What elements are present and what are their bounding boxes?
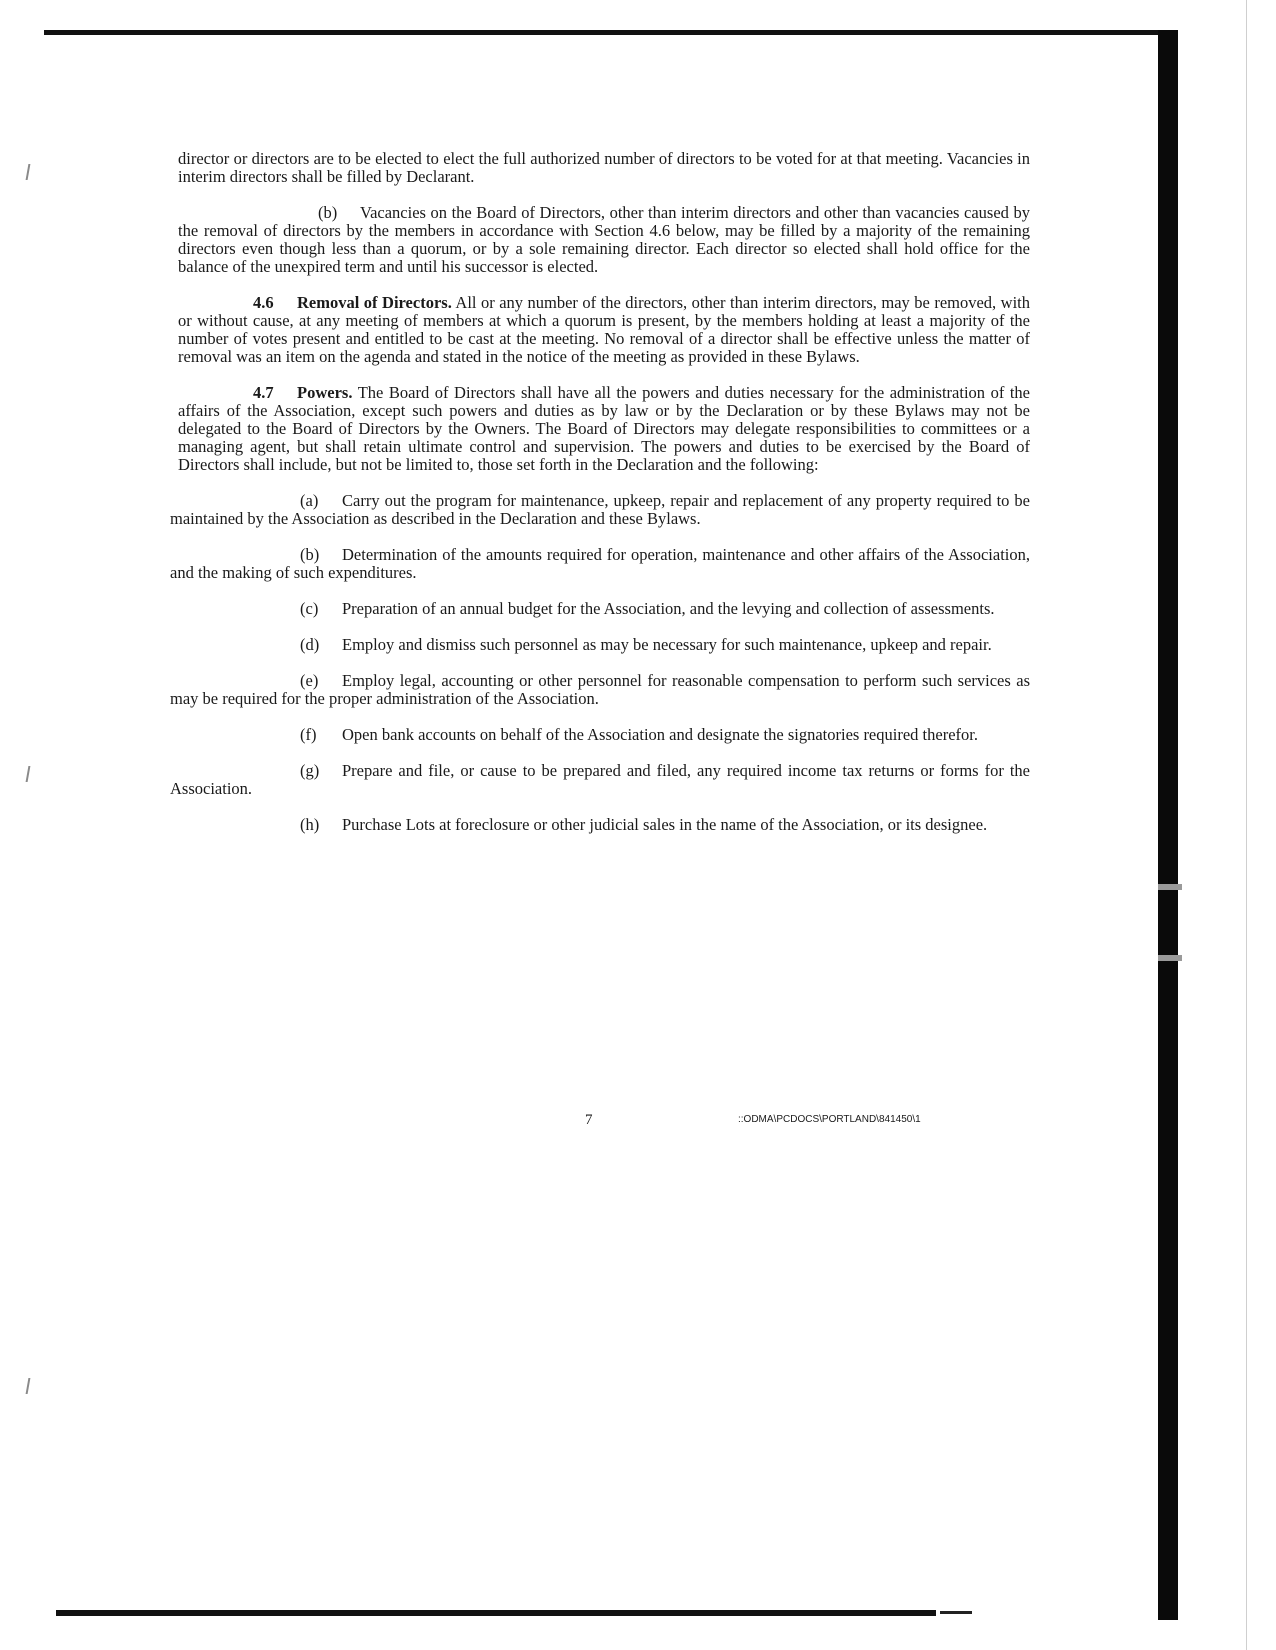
- list-item-text: Preparation of an annual budget for the Association, and the levying and collection of assessments.: [342, 599, 995, 618]
- list-item-label: (b): [300, 545, 320, 564]
- section-text: All or any number of the directors, other than interim directors, may be removed, with or without cause, at any meeting of members at which a quorum is present, by the members holding at least a majority of the number of votes present and entitled to be cast at the meeting. No removal of a director shall be effective unless the matter of removal was an item on the agenda and stated in the notice of the meeting as provided in these Bylaws.: [178, 293, 1030, 366]
- document-path: ::ODMA\PCDOCS\PORTLAND\841450\1: [738, 1114, 921, 1125]
- scan-artifact-mark: [26, 164, 31, 180]
- list-item-text: Determination of the amounts required for operation, maintenance and other affairs of the Association, and the making of such expenditures.: [170, 545, 1030, 582]
- section-number: 4.7: [253, 383, 274, 402]
- section-4-7: [178, 384, 1030, 474]
- scan-border-right: [1158, 30, 1178, 1620]
- list-item-text: Employ legal, accounting or other personnel for reasonable compensation to perform such services as may be required for the proper administration of the Association.: [170, 671, 1030, 708]
- section-text: The Board of Directors shall have all the powers and duties necessary for the administration of the affairs of the Association, except such powers and duties as by law or by the Declaration or by these Bylaws may not be delegated to the Board of Directors by the Owners. The Board of Directors may delegate responsibilities to committees or a managing agent, but shall retain ultimate control and supervision. The powers and duties to be exercised by the Board of Directors shall include, but not be limited to, those set forth in the Declaration and the following:: [178, 383, 1031, 474]
- scan-border-top: [44, 30, 1176, 35]
- scan-border-bottom-dash: [940, 1611, 972, 1614]
- subsection-b-vacancies: [178, 204, 1030, 276]
- list-item: [170, 492, 1030, 528]
- section-number: 4.6: [253, 293, 274, 312]
- list-item-label: (d): [300, 635, 320, 654]
- scan-artifact-mark: [26, 766, 31, 782]
- list-item-label: (e): [300, 671, 319, 690]
- list-item: [170, 636, 1030, 654]
- list-item-text: Prepare and file, or cause to be prepared and filed, any required income tax returns or forms for the Association.: [170, 761, 1030, 798]
- subsection-label: (b): [318, 203, 338, 222]
- list-item-text: Open bank accounts on behalf of the Association and designate the signatories required therefor.: [342, 725, 978, 744]
- scan-artifact-mark: [1158, 955, 1182, 961]
- list-item-text: Carry out the program for maintenance, upkeep, repair and replacement of any property required to be maintained by the Association as described in the Declaration and these Bylaws.: [170, 491, 1030, 528]
- list-item: [170, 600, 1030, 618]
- list-item-text: Employ and dismiss such personnel as may be necessary for such maintenance, upkeep and repair.: [342, 635, 992, 654]
- scan-edge-line: [1246, 0, 1247, 1650]
- list-item: [170, 762, 1030, 798]
- page-footer: [0, 1112, 1276, 1132]
- list-item: [170, 816, 1030, 834]
- document-body: [170, 149, 1031, 852]
- list-item-label: (h): [300, 815, 320, 834]
- section-heading: Powers.: [297, 383, 353, 402]
- section-heading: Removal of Directors.: [297, 293, 452, 312]
- list-item: [170, 672, 1030, 708]
- list-item-label: (g): [300, 761, 320, 780]
- scan-artifact-mark: [26, 1378, 31, 1394]
- list-item-label: (a): [300, 491, 319, 510]
- section-4-6: [178, 294, 1030, 366]
- scan-artifact-mark: [1158, 884, 1182, 890]
- page-number: 7: [585, 1112, 593, 1128]
- list-item-label: (f): [300, 725, 317, 744]
- list-item: [170, 546, 1030, 582]
- powers-list: [170, 492, 1030, 834]
- list-item-label: (c): [300, 599, 319, 618]
- list-item-text: Purchase Lots at foreclosure or other judicial sales in the name of the Association, or its designee.: [342, 815, 988, 834]
- list-item: [170, 726, 1030, 744]
- subsection-text: Vacancies on the Board of Directors, other than interim directors and other than vacancies caused by the removal of directors by the members in accordance with Section 4.6 below, may be filled by a majority of the remaining directors even though less than a quorum, or by a sole remaining director. Each director so elected shall hold office for the balance of the unexpired term and until his successor is elected.: [178, 203, 1030, 276]
- paragraph-continuation: director or directors are to be elected to elect the full authorized number of directors to be voted for at that meeting. Vacancies in interim directors shall be filled by Declarant.: [178, 149, 1030, 186]
- scan-border-bottom: [56, 1610, 936, 1616]
